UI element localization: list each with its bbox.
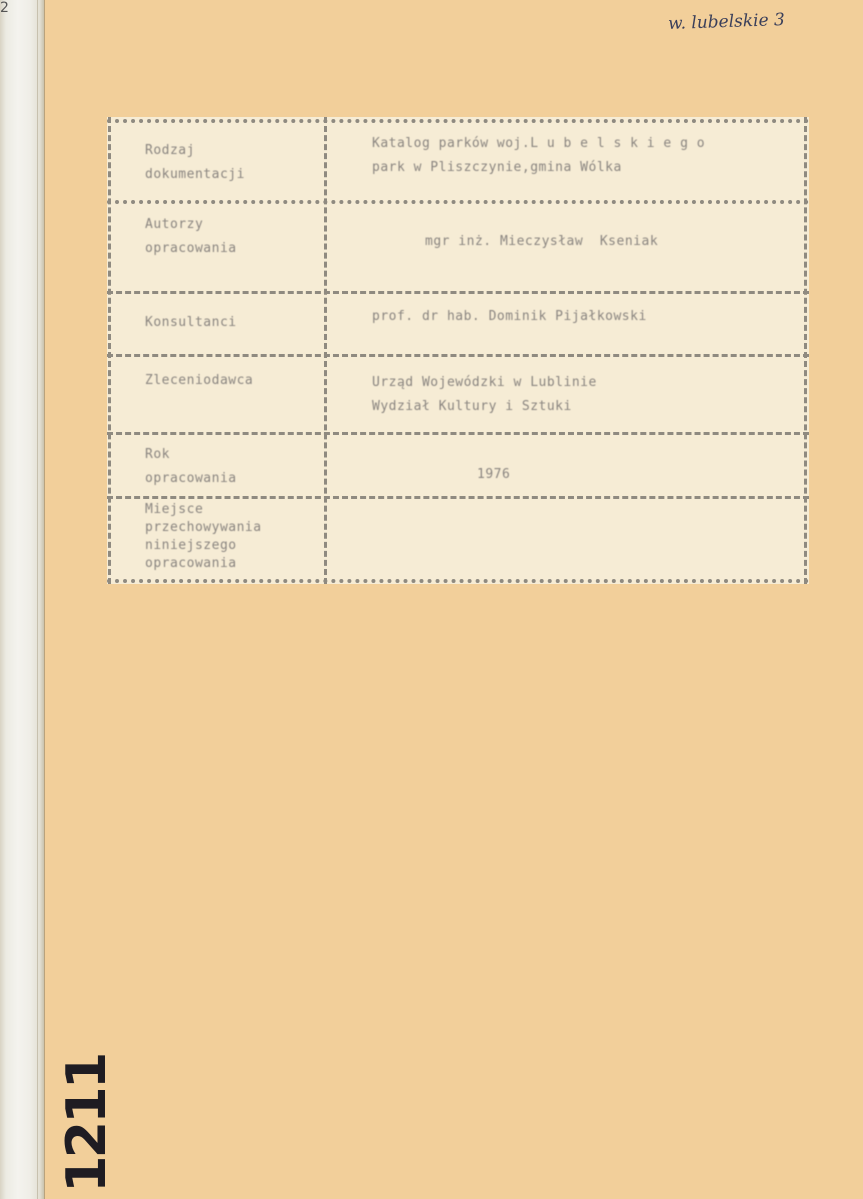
value-year: 1976 <box>477 467 511 482</box>
corner-mark: 2 <box>0 0 9 16</box>
document-label-card <box>107 117 809 584</box>
card-border-bottom <box>107 579 809 583</box>
row-divider <box>107 200 809 204</box>
archive-number: 1211 <box>55 1054 118 1193</box>
column-divider <box>324 117 327 584</box>
binding-strip <box>0 0 45 1199</box>
card-border-right <box>804 117 807 584</box>
label-documentation-type: Rodzaj dokumentacji <box>145 143 245 182</box>
label-authors: Autorzy opracowania <box>145 217 237 256</box>
label-consultants: Konsultanci <box>145 315 237 330</box>
value-consultants: prof. dr hab. Dominik Pijałkowski <box>372 309 647 324</box>
value-documentation-type: Katalog parków woj.L u b e l s k i e g o park w Pliszczynie,gmina Wólka <box>372 136 706 175</box>
row-divider <box>107 496 809 499</box>
row-divider <box>107 291 809 294</box>
binding-fold-line <box>37 0 38 1199</box>
value-authors: mgr inż. Mieczysław Kseniak <box>425 234 659 249</box>
row-divider <box>107 432 809 435</box>
card-border-left <box>108 117 111 584</box>
label-year: Rok opracowania <box>145 447 237 486</box>
label-storage-location: Miejsce przechowywania niniejszego opracowania <box>145 502 262 571</box>
card-border-top <box>107 119 809 123</box>
value-commissioner: Urząd Wojewódzki w Lublinie Wydział Kultury i Sztuki <box>372 375 597 414</box>
handwritten-note: w. lubelskie 3 <box>667 9 786 35</box>
row-divider <box>107 354 809 357</box>
label-commissioner: Zleceniodawca <box>145 373 254 388</box>
